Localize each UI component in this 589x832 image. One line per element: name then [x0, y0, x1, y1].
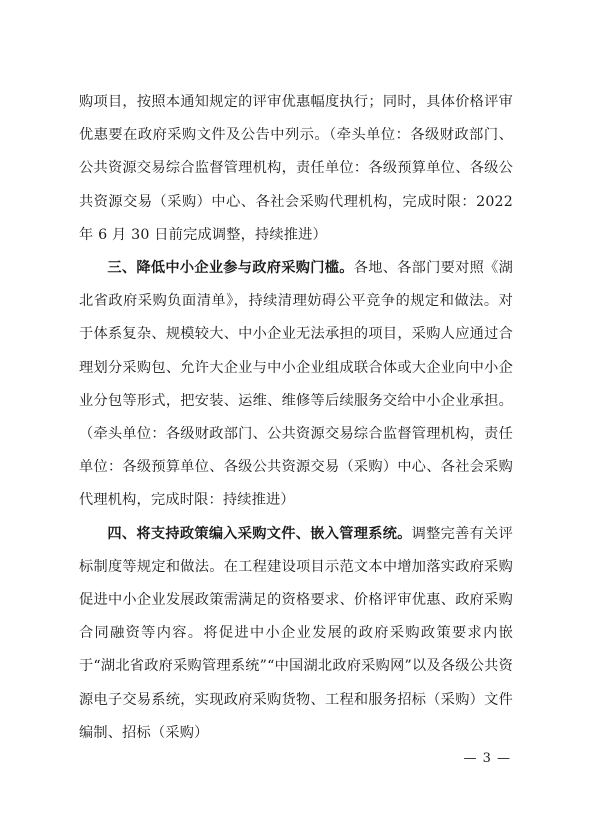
paragraph-body: 购项目，按照本通知规定的评审优惠幅度执行；同时，具体价格评审优惠要在政府采购文件及公告中列示。（牵头单位：各级财政部门、公共资源交易综合监督管理机构，责任单位：各级预算单位、各级公共资源交易（采购）中心、各社会采购代理机构，完成时限：2022 年 6 月 30 日前完成调整，持续推进） [79, 94, 513, 243]
paragraph-body: 各地、各部门要对照《湖北省政府采购负面清单》，持续清理妨碍公平竞争的规定和做法。对于体系复杂、规模较大、中小企业无法承担的项目，采购人应通过合理划分采购包、允许大企业与中小企业组成联合体或大企业向中小企业分包等形式，把安装、运维、维修等后续服务交给中小企业承担。（牵头单位：各级财政部门、公共资源交易综合监督管理机构，责任单位：各级预算单位、各级公共资源交易（采购）中心、各社会采购代理机构，完成时限：持续推进） [79, 260, 514, 509]
section-heading: 三、降低中小企业参与政府采购门槛。 [107, 260, 354, 277]
paragraph-section-three [79, 252, 513, 518]
paragraph-body: 调整完善有关评标制度等规定和做法。在工程建设项目示范文本中增加落实政府采购促进中小企业发展政策需满足的资格要求、价格评审优惠、政府采购合同融资等内容。将促进中小企业发展的政府采购政策要求内嵌于“湖北省政府采购管理系统”“中国湖北政府采购网”以及各级公共资源电子交易系统，实现政府采购货物、工程和服务招标（采购）文件编制、招标（采购） [79, 525, 513, 741]
page-number: — 3 — [463, 751, 511, 766]
body-text [79, 86, 513, 750]
paragraph-continuation [79, 86, 513, 252]
paragraph-section-four [79, 518, 513, 750]
section-heading: 四、将支持政策编入采购文件、嵌入管理系统。 [107, 525, 412, 542]
